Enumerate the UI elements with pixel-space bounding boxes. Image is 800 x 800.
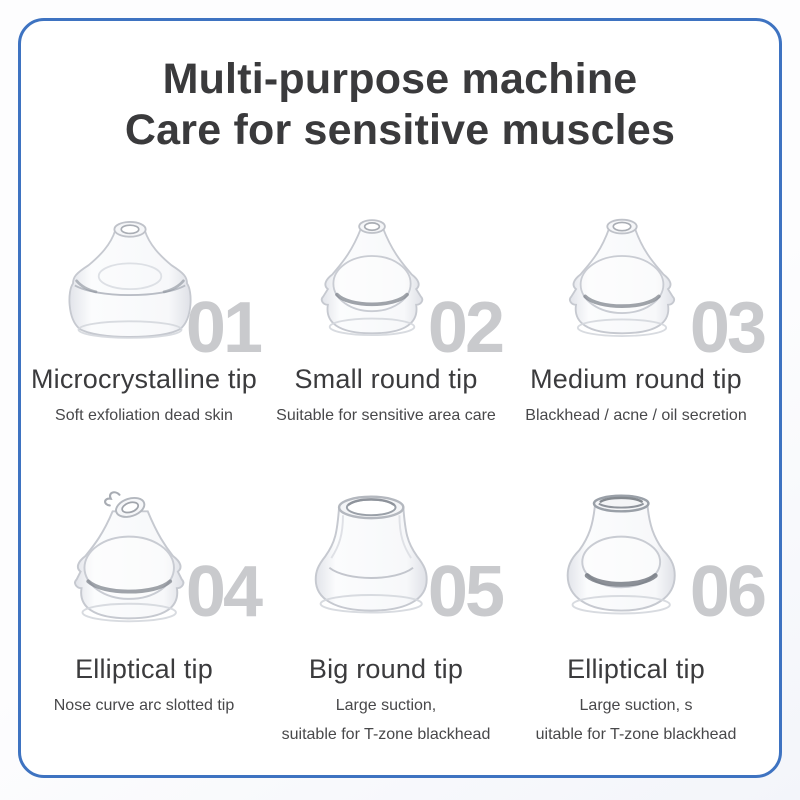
tip-image-area-03 [512, 208, 764, 368]
tip-description: Soft exfoliation dead skin [55, 407, 233, 424]
medium-round-tip-photo [535, 210, 710, 348]
tip-number: 06 [689, 551, 764, 632]
tip-image-area-06 [512, 484, 764, 636]
tip-number: 02 [427, 287, 502, 368]
tip-description: Large suction, suitable for T-zone blackhead [281, 697, 491, 743]
tip-card-02 [270, 208, 502, 431]
tip-card-01 [28, 208, 260, 431]
tip-image-area-02 [270, 208, 502, 368]
tip-card-06 [512, 484, 764, 750]
tip-number: 03 [689, 287, 764, 368]
page-title [0, 54, 800, 156]
tip-image-area-01 [28, 208, 260, 368]
tip-name: Microcrystalline tip [30, 364, 258, 394]
title-line-2: Care for sensitive muscles [124, 106, 676, 155]
tip-card-05 [270, 484, 502, 750]
tip-name: Big round tip [308, 654, 464, 684]
tip-number: 01 [185, 287, 260, 368]
tip-name: Elliptical tip [567, 654, 705, 684]
tip-name: Medium round tip [530, 364, 742, 394]
tip-description: Large suction, s uitable for T-zone blackhead [535, 697, 737, 743]
tip-description: Nose curve arc slotted tip [53, 697, 235, 714]
tip-description: Blackhead / acne / oil secretion [525, 407, 747, 424]
tip-name: Small round tip [294, 364, 478, 394]
tip-image-area-04 [28, 484, 260, 636]
tip-description: Suitable for sensitive area care [276, 407, 496, 424]
elliptical-big-tip-photo [529, 486, 714, 632]
tip-image-area-05 [270, 484, 502, 636]
title-line-1: Multi-purpose machine [162, 55, 638, 103]
tip-number: 04 [185, 551, 260, 632]
tip-card-03 [512, 208, 764, 431]
tip-card-04 [28, 484, 260, 721]
tip-number: 05 [427, 551, 502, 632]
tip-name: Elliptical tip [75, 654, 213, 684]
